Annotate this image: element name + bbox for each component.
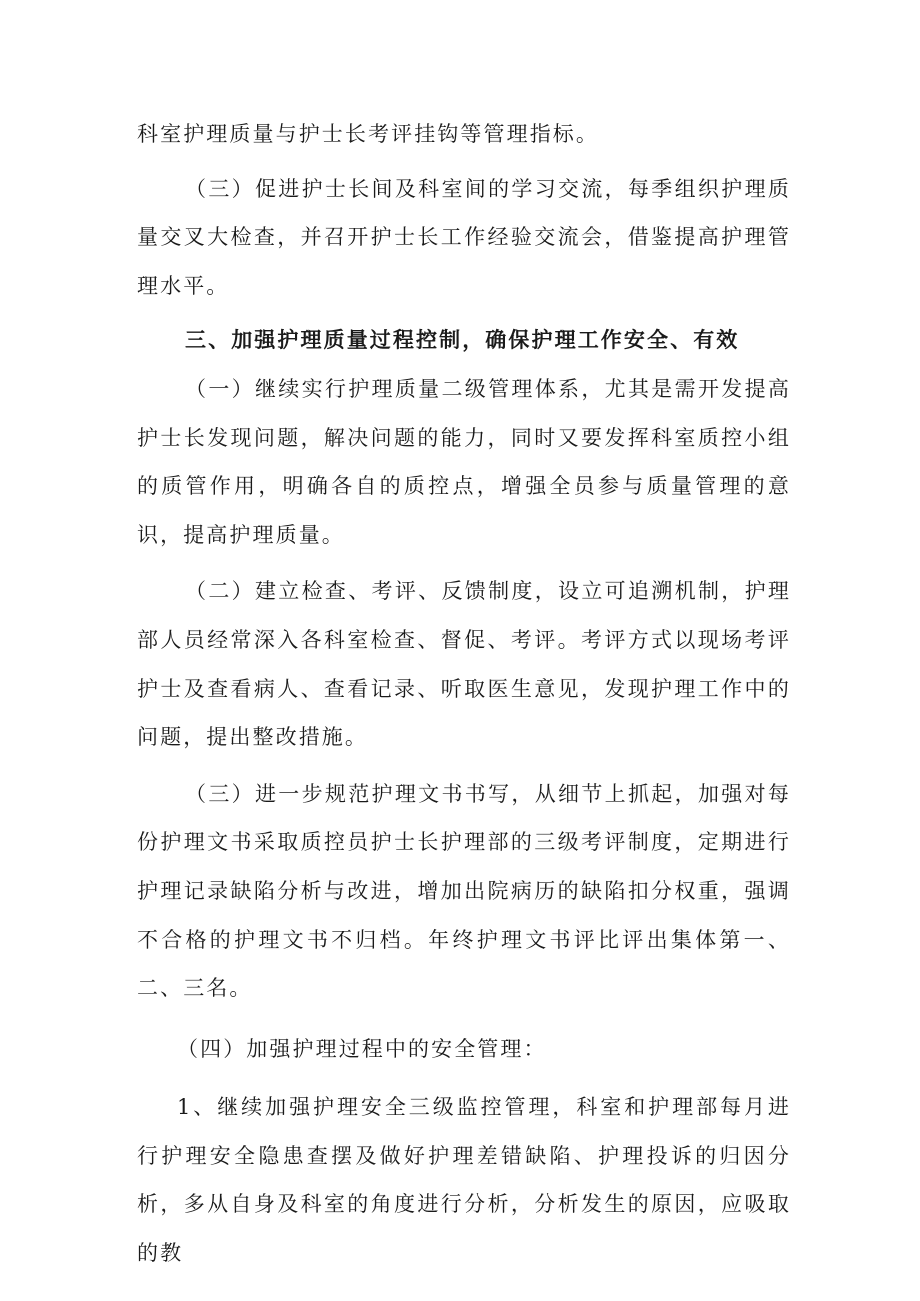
section-heading-3: 三、加强护理质量过程控制，确保护理工作安全、有效 <box>185 327 740 353</box>
document-body <box>137 110 791 1278</box>
paragraph-continuation: 科室护理质量与护士长考评挂钩等管理指标。 <box>137 122 599 146</box>
paragraph-item-4-safety: （四）加强护理过程中的安全管理： <box>177 1036 547 1061</box>
paragraph-point-1-safety-monitoring: 1、继续加强护理安全三级监控管理，科室和护理部每月进行护理安全隐患查摆及做好护理差错缺陷、护理投诉的归因分析，多从自身及科室的角度进行分析，分析发生的原因，应吸取的教 <box>137 1095 791 1266</box>
paragraph-item-2-inspection: （二）建立检查、考评、反馈制度，设立可追溯机制，护理部人员经常深入各科室检查、督促、考评。考评方式以现场考评护士及查看病人、查看记录、听取医生意见，发现护理工作中的问题，提出整改措施。 <box>137 579 791 750</box>
paragraph-item-1-management-system: （一）继续实行护理质量二级管理体系，尤其是需开发提高护士长发现问题，解决问题的能力，同时又要发挥科室质控小组的质管作用，明确各自的质控点，增强全员参与质量管理的意识，提高护理质量。 <box>137 376 791 547</box>
paragraph-item-3-nursing-documents: （三）进一步规范护理文书书写，从细节上抓起，加强对每份护理文书采取质控员护士长护理部的三级考评制度，定期进行护理记录缺陷分析与改进，增加出院病历的缺陷扣分权重，强调不合格的护理文书不归档。年终护理文书评比评出集体第一、二、三名。 <box>137 781 791 1001</box>
paragraph-item-3-exchange: （三）促进护士长间及科室间的学习交流，每季组织护理质量交叉大检查，并召开护士长工作经验交流会，借鉴提高护理管理水平。 <box>137 176 791 298</box>
